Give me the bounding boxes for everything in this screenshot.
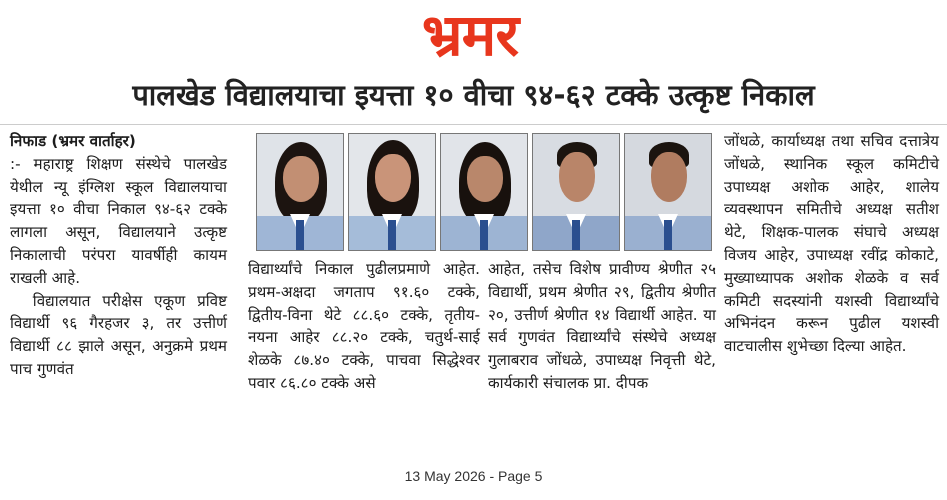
article-paragraph-2: विद्यालयात परीक्षेस एकूण प्रविष्ट विद्यार्थी ९६ गैरहजर ३, तर उत्तीर्ण विद्यार्थी ८८ झाले असून, अनुक्रमे प्रथम पाच गुणवंत bbox=[10, 291, 227, 378]
article-column-2 bbox=[248, 258, 480, 395]
article-column-1 bbox=[10, 130, 227, 381]
article-column-4 bbox=[724, 130, 939, 358]
student-photo-2 bbox=[348, 133, 436, 251]
article-paragraph-4: आहेत, तसेच विशेष प्रावीण्य श्रेणीत २५ विद्यार्थी, प्रथम श्रेणीत २९, द्वितीय श्रेणीत २०, उत्तीर्ण श्रेणीत १४ विद्यार्थी आहेत. या सर्व गुणवंत विद्यार्थ्यांचे संस्थेचे अध्यक्ष गुलाबराव जोंधळे, उपाध्यक्ष निवृत्ती थेटे, कार्यकारी संचालक प्रा. दीपक bbox=[488, 260, 716, 392]
page-footer: 13 May 2026 - Page 5 bbox=[404, 468, 543, 484]
masthead-title: भ्रमर bbox=[421, 1, 519, 69]
article-paragraph-3: विद्यार्थ्यांचे निकाल पुढीलप्रमाणे आहेत. प्रथम-अक्षदा जगताप ९१.६० टक्के, द्वितीय-विना थेटे ८८.६० टक्के, तृतीय-नयना आहेर ८८.२० टक्के, चतुर्थ-साई शेळके ८७.४० टक्के, पाचवा सिद्धेश्वर पवार ८६.८० टक्के असे bbox=[248, 260, 480, 392]
article-paragraph-5: जोंधळे, कार्याध्यक्ष तथा सचिव दत्तात्रेय जोंधळे, स्थानिक स्कूल कमिटीचे उपाध्यक्ष अशोक आहेर, शालेय व्यवस्थापन समितीचे अध्यक्ष सतीश थेटे, शिक्षक-पालक संघाचे अध्यक्ष विजय आहेर, उपाध्यक्ष रवींद्र कोकाटे, मुख्याध्यापक अशोक शेळके व सर्व कमिटी सदस्यांनी यशस्वी विद्यार्थ्यांचे अभिनंदन करून पुढील यशस्वी वाटचालीस शुभेच्छा दिल्या आहेत. bbox=[724, 132, 939, 356]
student-photo-5 bbox=[624, 133, 712, 251]
student-photo-4 bbox=[532, 133, 620, 251]
headline-divider bbox=[0, 124, 947, 125]
article-headline: पालखेड विद्यालयाचा इयत्ता १० वीचा ९४-६२ टक्के उत्कृष्ट निकाल bbox=[132, 78, 815, 112]
student-photo-3 bbox=[440, 133, 528, 251]
article-paragraph-1: :- महाराष्ट्र शिक्षण संस्थेचे पालखेड येथील न्यू इंग्लिश स्कूल विद्यालयाचा इयत्ता १० वीचा निकाल ९४-६२ टक्के लागला असून, विद्यालयाने उत्कृष्ट निकालाची परंपरा यावर्षीही कायम राखली आहे. bbox=[10, 154, 227, 287]
student-photo-1 bbox=[256, 133, 344, 251]
masthead-logo bbox=[360, 0, 580, 70]
article-column-3 bbox=[488, 258, 716, 395]
student-photos bbox=[256, 133, 712, 249]
dateline: निफाड (भ्रमर वार्ताहर) bbox=[10, 132, 136, 150]
